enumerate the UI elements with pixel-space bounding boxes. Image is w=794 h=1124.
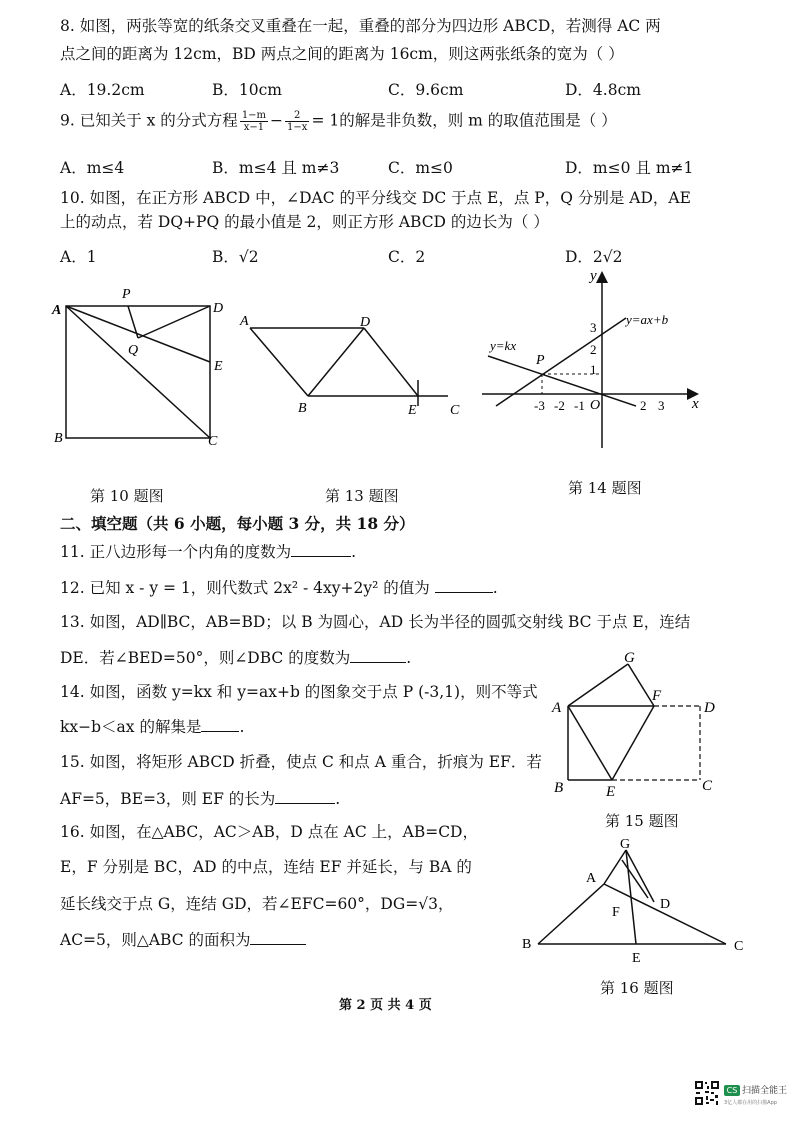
fig14-label-y: y — [590, 268, 597, 284]
q9-minus: − — [270, 111, 284, 130]
q9-f2-num: 2 — [285, 110, 309, 122]
fig16-label-a: A — [586, 871, 597, 886]
q13-line2 — [60, 648, 411, 668]
fig14-label-p: P — [536, 353, 545, 368]
fig10-label-a: A — [52, 303, 62, 318]
q12-answer-blank[interactable] — [435, 578, 493, 593]
q9-fraction-2 — [285, 110, 309, 133]
figure-15 — [548, 646, 724, 796]
q14-answer-blank[interactable] — [201, 717, 239, 732]
q10-option-d: D．2√2 — [565, 248, 623, 266]
q9-text — [60, 110, 617, 133]
fig16-label-b: B — [522, 937, 532, 952]
q9-f1-den: x−1 — [243, 122, 265, 133]
q9-pre: 9. 已知关于 x 的分式方程 — [60, 111, 238, 130]
fig14-label-o: O — [590, 398, 601, 413]
q16-line4 — [60, 930, 306, 950]
q14-line1: 14. 如图，函数 y=kx 和 y=ax+b 的图象交于点 P (-3,1)，则不等式 — [60, 683, 538, 701]
q8-option-d: D．4.8cm — [565, 81, 641, 99]
q16-line2: E，F 分别是 BC，AD 的中点，连结 EF 并延长，与 BA 的 — [60, 858, 472, 876]
figure-13 — [236, 308, 466, 424]
q11-end: . — [351, 543, 357, 561]
q13-line2-text: DE．若∠BED=50°，则∠DBC 的度数为 — [60, 649, 351, 667]
fig13-label-b: B — [298, 401, 307, 416]
q14-end: . — [239, 718, 245, 736]
fig16-label-g: G — [620, 837, 631, 852]
fig13-label-c: C — [450, 403, 460, 418]
q11-answer-blank[interactable] — [291, 542, 351, 557]
q9-fraction-1 — [240, 110, 268, 133]
watermark-app: 扫描全能王 — [742, 1086, 788, 1096]
fig14-tick-x5: 3 — [658, 398, 665, 413]
fig14-tick-y2: 2 — [590, 342, 597, 357]
fig15-label-e: E — [606, 784, 616, 796]
q10-option-c: C．2 — [388, 248, 426, 266]
q12-text: 12. 已知 x - y = 1，则代数式 2x² - 4xy+2y² 的值为 — [60, 579, 430, 597]
fig10-label-b: B — [54, 431, 63, 446]
fig10-label-d: D — [213, 301, 224, 316]
fig16-label-d: D — [660, 897, 671, 912]
q12-end: . — [492, 579, 498, 597]
fig10-label-p: P — [122, 287, 131, 302]
q9-option-d: D．m≤0 且 m≠1 — [565, 159, 694, 177]
q11-text: 11. 正八边形每一个内角的度数为 — [60, 543, 292, 561]
q16-line3: 延长线交于点 G，连结 GD，若∠EFC=60°，DG=√3， — [60, 895, 454, 913]
fig15-label-c: C — [702, 778, 713, 794]
q8-option-c: C．9.6cm — [388, 81, 464, 99]
q8-option-b: B．10cm — [212, 81, 282, 99]
fig10-caption: 第 10 题图 — [90, 487, 164, 505]
q10-line2: 上的动点，若 DQ+PQ 的最小值是 2，则正方形 ABCD 的边长为（ ） — [60, 213, 549, 231]
q10-option-a: A．1 — [60, 248, 97, 266]
q14-line2-text: kx−b＜ax 的解集是 — [60, 718, 202, 736]
watermark-sub: 3亿人都在用的扫描App — [724, 1100, 777, 1106]
fig15-label-d: D — [704, 700, 715, 716]
fig13-label-e: E — [408, 403, 417, 418]
q15-end: . — [335, 790, 341, 808]
fig15-label-g: G — [624, 650, 635, 666]
q9-f2-den: 1−x — [287, 122, 308, 133]
fig14-label-ykx: y=kx — [490, 338, 517, 353]
fig14-tick-x2: -2 — [554, 398, 565, 413]
q9-option-a: A．m≤4 — [60, 159, 125, 177]
fig14-label-yaxb: y=ax+b — [626, 312, 669, 327]
q16-line4-text: AC=5，则△ABC 的面积为 — [60, 931, 251, 949]
q9-option-c: C．m≤0 — [388, 159, 453, 177]
fig14-tick-y3: 1 — [590, 362, 597, 377]
fig10-label-q: Q — [128, 343, 139, 358]
fig14-caption: 第 14 题图 — [568, 479, 642, 497]
fig10-label-c: C — [208, 434, 218, 449]
fig14-tick-x4: 2 — [640, 398, 647, 413]
q15-line2 — [60, 789, 340, 809]
q9-f1-num: 1−m — [241, 110, 267, 121]
q9-option-b: B．m≤4 且 m≠3 — [212, 159, 340, 177]
q12 — [60, 578, 498, 598]
q14-line2 — [60, 717, 244, 737]
q16-answer-blank[interactable] — [250, 930, 306, 945]
fig13-label-a: A — [240, 314, 249, 329]
fig15-caption: 第 15 题图 — [605, 812, 679, 830]
fig13-label-d: D — [360, 315, 371, 330]
page-number: 第 2 页 共 4 页 — [339, 998, 432, 1013]
fig13-caption: 第 13 题图 — [325, 487, 399, 505]
fig16-label-e: E — [632, 951, 641, 966]
fig15-label-a: A — [552, 700, 562, 716]
figure-14 — [478, 262, 708, 456]
q15-line2-text: AF=5，BE=3，则 EF 的长为 — [60, 790, 276, 808]
scanner-badge-icon: CS — [724, 1085, 740, 1096]
q10-line1: 10. 如图，在正方形 ABCD 中，∠DAC 的平分线交 DC 于点 E，点 P，Q 分别是 AD，AE — [60, 189, 691, 207]
fig15-label-b: B — [554, 780, 564, 796]
q15-line1: 15. 如图，将矩形 ABCD 折叠，使点 C 和点 A 重合，折痕为 EF．若 — [60, 753, 542, 771]
fig14-tick-x1: -3 — [534, 398, 545, 413]
fig16-label-f: F — [612, 905, 620, 920]
q16-line1: 16. 如图，在△ABC，AC＞AB，D 点在 AC 上，AB=CD， — [60, 823, 478, 841]
fig14-label-x: x — [692, 396, 699, 412]
fig10-label-e: E — [214, 359, 223, 374]
qr-code-icon — [694, 1080, 720, 1106]
q10-option-b: B．√2 — [212, 248, 259, 266]
figure-10 — [50, 282, 230, 454]
fig14-tick-x3: -1 — [574, 398, 585, 413]
q8-line2: 点之间的距离为 12cm，BD 两点之间的距离为 16cm，则这两张纸条的宽为（ ） — [60, 45, 624, 63]
q9-post: = 1的解是非负数，则 m 的取值范围是（ ） — [311, 111, 617, 130]
figure-16 — [518, 834, 758, 966]
q8-option-a: A．19.2cm — [60, 81, 145, 99]
q11 — [60, 542, 356, 562]
q8-line1: 8. 如图，两张等宽的纸条交叉重叠在一起，重叠的部分为四边形 ABCD，若测得 AC 两 — [60, 17, 661, 35]
q13-answer-blank[interactable] — [350, 648, 406, 663]
fig14-tick-y1: 3 — [590, 320, 597, 335]
fig16-caption: 第 16 题图 — [600, 979, 674, 997]
fig15-label-f: F — [652, 688, 662, 704]
q13-end: . — [406, 649, 412, 667]
q15-answer-blank[interactable] — [275, 789, 335, 804]
section-2-title: 二、填空题（共 6 小题，每小题 3 分，共 18 分） — [60, 514, 415, 533]
fig16-label-c: C — [734, 939, 744, 954]
q13-line1: 13. 如图，AD∥BC，AB=BD；以 B 为圆心，AD 长为半径的圆弧交射线 BC 于点 E，连结 — [60, 613, 691, 631]
